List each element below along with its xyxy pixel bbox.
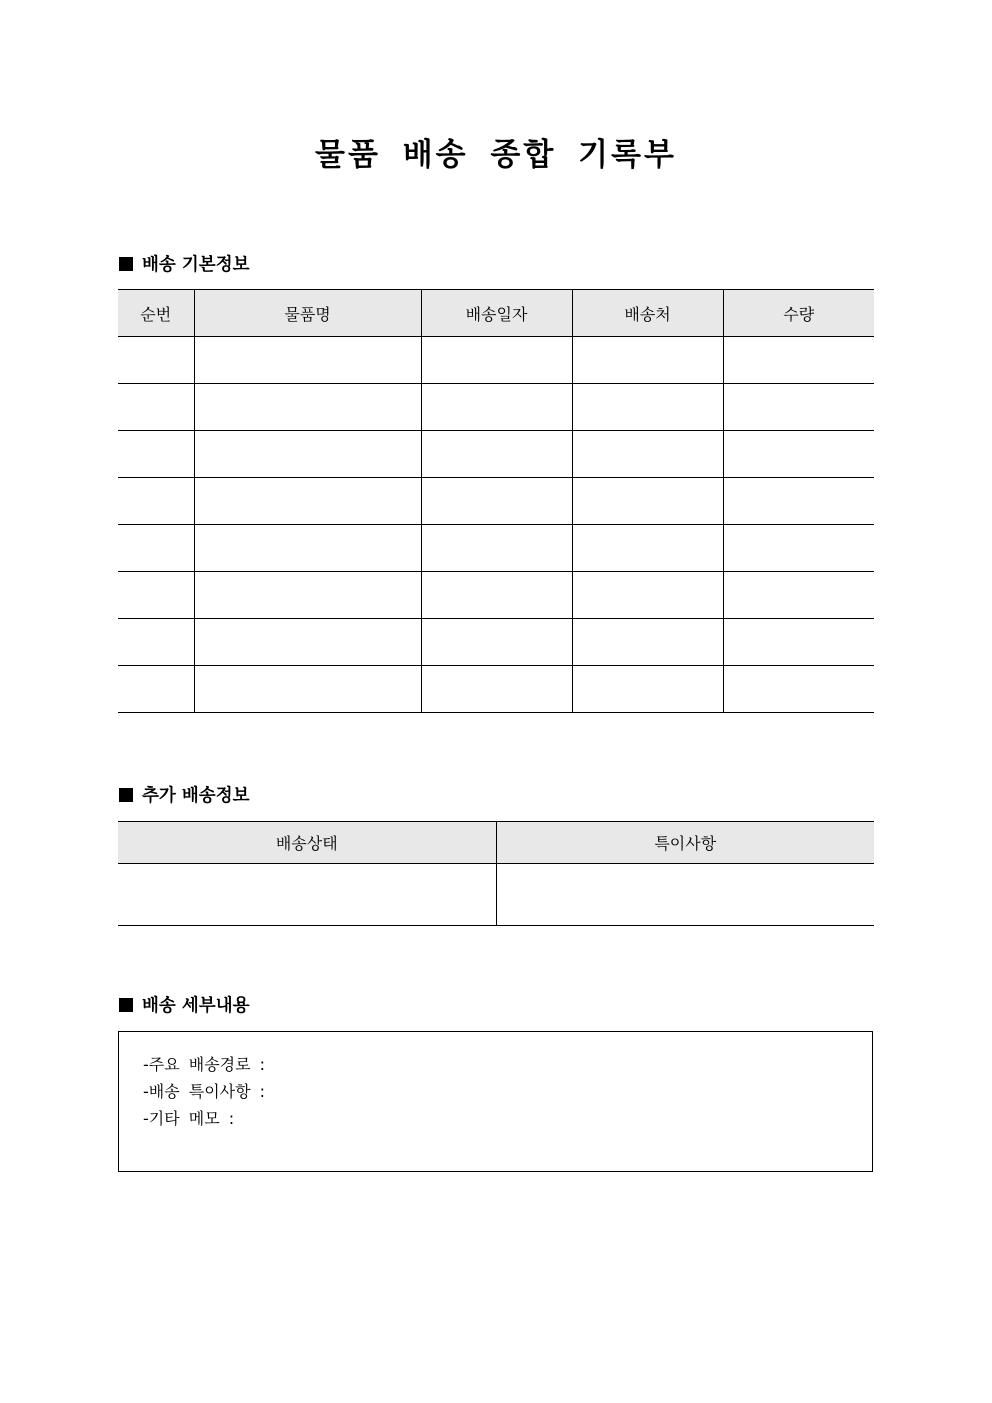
table-cell[interactable] xyxy=(572,478,723,525)
table-cell[interactable] xyxy=(723,619,874,666)
table-row xyxy=(118,864,874,926)
column-header-delivery-date: 배송일자 xyxy=(421,290,572,337)
table-cell[interactable] xyxy=(194,431,421,478)
table-cell[interactable] xyxy=(194,619,421,666)
section-heading-extra-label: 추가 배송정보 xyxy=(142,786,250,806)
table-cell[interactable] xyxy=(118,864,496,926)
table-cell[interactable] xyxy=(723,431,874,478)
details-box[interactable] xyxy=(118,1031,873,1172)
table-cell[interactable] xyxy=(118,572,194,619)
black-square-bullet-icon xyxy=(119,998,133,1012)
section-heading-basic xyxy=(119,253,250,277)
black-square-bullet-icon xyxy=(119,257,133,271)
table-cell[interactable] xyxy=(572,666,723,713)
table-cell[interactable] xyxy=(723,572,874,619)
table-cell[interactable] xyxy=(723,337,874,384)
section-heading-extra xyxy=(119,784,250,808)
details-line-delivery-remarks: -배송 특이사항 : xyxy=(143,1082,266,1101)
table-cell[interactable] xyxy=(421,431,572,478)
table-cell[interactable] xyxy=(421,572,572,619)
table-cell[interactable] xyxy=(572,384,723,431)
table-cell[interactable] xyxy=(421,478,572,525)
table-cell[interactable] xyxy=(496,864,874,926)
table-row xyxy=(118,666,874,713)
table-cell[interactable] xyxy=(194,337,421,384)
table-cell[interactable] xyxy=(572,337,723,384)
table-cell[interactable] xyxy=(723,525,874,572)
table-cell[interactable] xyxy=(723,666,874,713)
table-cell[interactable] xyxy=(572,431,723,478)
column-header-remarks: 특이사항 xyxy=(496,822,874,864)
table-row xyxy=(118,525,874,572)
section-heading-basic-label: 배송 기본정보 xyxy=(142,255,250,275)
table-header-row xyxy=(118,822,874,864)
table-cell[interactable] xyxy=(118,619,194,666)
table-cell[interactable] xyxy=(194,525,421,572)
column-header-destination: 배송처 xyxy=(572,290,723,337)
table-cell[interactable] xyxy=(421,337,572,384)
column-header-number: 순번 xyxy=(118,290,194,337)
table-cell[interactable] xyxy=(723,384,874,431)
table-row xyxy=(118,384,874,431)
table-row xyxy=(118,431,874,478)
table-cell[interactable] xyxy=(118,337,194,384)
table-cell[interactable] xyxy=(572,619,723,666)
table-cell[interactable] xyxy=(194,572,421,619)
basic-info-table xyxy=(118,289,874,713)
column-header-item-name: 물품명 xyxy=(194,290,421,337)
table-cell[interactable] xyxy=(118,666,194,713)
table-cell[interactable] xyxy=(118,384,194,431)
table-cell[interactable] xyxy=(421,619,572,666)
table-cell[interactable] xyxy=(421,525,572,572)
details-line-main-route: -주요 배송경로 : xyxy=(143,1055,266,1074)
table-cell[interactable] xyxy=(421,666,572,713)
page-title: 물품 배송 종합 기록부 xyxy=(315,137,677,173)
table-header-row xyxy=(118,290,874,337)
table-cell[interactable] xyxy=(572,572,723,619)
column-header-quantity: 수량 xyxy=(723,290,874,337)
table-row xyxy=(118,478,874,525)
table-cell[interactable] xyxy=(118,478,194,525)
table-cell[interactable] xyxy=(194,666,421,713)
black-square-bullet-icon xyxy=(119,788,133,802)
table-row xyxy=(118,337,874,384)
table-cell[interactable] xyxy=(572,525,723,572)
table-cell[interactable] xyxy=(118,431,194,478)
column-header-delivery-status: 배송상태 xyxy=(118,822,496,864)
table-cell[interactable] xyxy=(194,478,421,525)
table-cell[interactable] xyxy=(118,525,194,572)
table-cell[interactable] xyxy=(723,478,874,525)
table-cell[interactable] xyxy=(194,384,421,431)
section-heading-details-label: 배송 세부내용 xyxy=(142,996,250,1016)
table-row xyxy=(118,619,874,666)
extra-info-table xyxy=(118,821,874,926)
section-heading-details xyxy=(119,994,250,1018)
table-row xyxy=(118,572,874,619)
table-cell[interactable] xyxy=(421,384,572,431)
details-line-other-memo: -기타 메모 : xyxy=(143,1109,235,1128)
